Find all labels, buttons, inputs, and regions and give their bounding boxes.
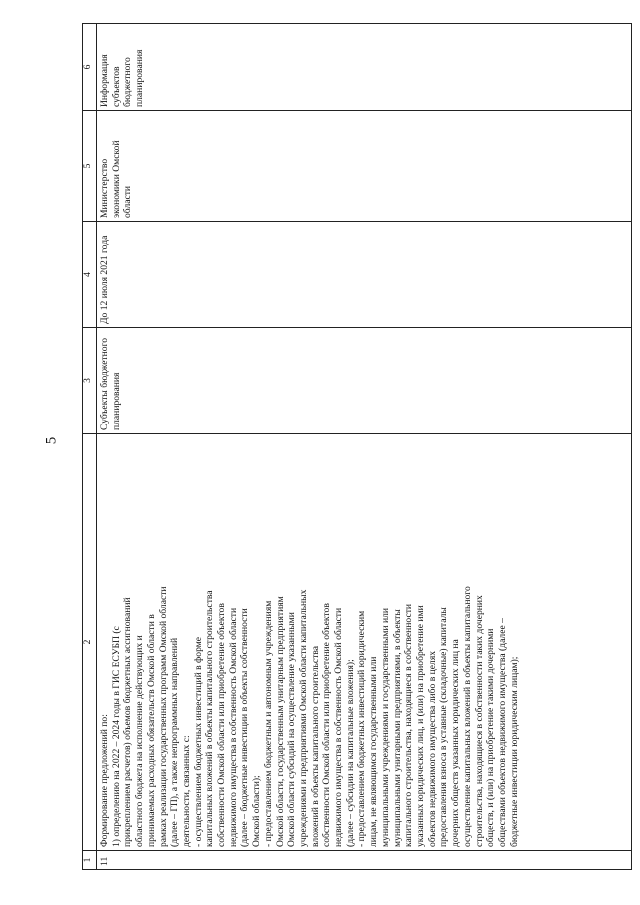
task-line: муниципальными учреждениями и государственными или	[379, 607, 391, 847]
task-line: указанных юридических лиц, и (или) на приобретение ими	[414, 605, 426, 847]
header-col-2: 2	[83, 434, 97, 851]
task-line: объектов недвижимого имущества либо в целях	[426, 650, 438, 847]
task-line: собственности Омской области или приобретение объектов	[321, 603, 333, 847]
task-line: деятельности, связанных с:	[180, 735, 192, 847]
task-line: Омской области);	[251, 775, 263, 847]
table-row	[97, 24, 632, 870]
task-line: недвижимого имущества в собственность Омской области	[227, 607, 239, 847]
task-line: принимаемых расходных обязательств Омской области в	[145, 614, 157, 847]
task-line: бюджетные инвестиции юридическим лицам);	[508, 656, 520, 847]
task-line: областного бюджета на исполнение действующих и	[134, 635, 146, 847]
task-line: обществами объектов недвижимого имущества (далее –	[496, 618, 508, 847]
task-line: (далее – ГП), а также непрограммных направлений	[169, 637, 181, 847]
task-line: собственности Омской области или приобретение объектов	[216, 603, 228, 847]
task-line: предоставления взноса в уставные (складочные) капиталы	[438, 607, 450, 847]
header-col-6: 6	[83, 24, 97, 111]
header-col-4: 4	[83, 222, 97, 328]
executor-cell: Субъекты бюджетного планирования	[97, 328, 632, 434]
deadline-cell: До 12 июля 2021 года	[97, 222, 632, 328]
task-line: вложений в объекты капитального строительства	[309, 645, 321, 847]
task-line: муниципальными унитарными предприятиями, в объекты	[391, 609, 403, 847]
task-table	[82, 23, 632, 870]
task-line: Омской области, государственным унитарным предприятиям	[274, 596, 286, 847]
task-line: учреждениями и предприятиями Омской области капитальных	[297, 589, 309, 847]
form-cell: Информация субъектов бюджетного планирования	[97, 24, 632, 111]
task-line: 1) определению на 2022 – 2024 годы в ГИС ЕСУБП (с	[110, 626, 122, 847]
task-line: капитальных вложений в объекты капитального строительства	[204, 590, 216, 847]
header-col-1: 1	[83, 851, 97, 870]
task-line: осуществление капитальных вложений в объекты капитального	[461, 586, 473, 847]
task-line: дочерних обществ указанных юридических лиц на	[450, 639, 462, 847]
task-line: капитального строительства, находящиеся в собственности	[403, 603, 415, 847]
header-col-3: 3	[83, 328, 97, 434]
task-line: - предоставлением бюджетным и автономным учреждениям	[262, 600, 274, 847]
recipient-cell: Министерство экономики Омской области	[97, 111, 632, 222]
task-line: лицам, не являющимся государственными или	[368, 656, 380, 847]
task-line: Омской области субсидий на осуществление указанными	[286, 612, 298, 847]
header-col-5: 5	[83, 111, 97, 222]
task-line: обществ, и (или) на приобретение такими дочерними	[485, 628, 497, 847]
task-line: - осуществлением бюджетных инвестиций в форме	[192, 636, 204, 847]
header-row	[83, 24, 97, 870]
task-line: рамках реализации государственных программ Омской области	[157, 586, 169, 847]
task-line: (далее – субсидии на капитальные вложения);	[344, 659, 356, 847]
task-description	[97, 434, 632, 851]
task-line: прикреплением расчетов) объемов бюджетных ассигнований	[122, 597, 134, 847]
task-line: строительства, находящиеся в собственности таких дочерних	[473, 595, 485, 847]
task-line: Формирование предложений по:	[99, 714, 110, 847]
page-number: 5	[43, 436, 60, 445]
task-line: недвижимого имущества в собственность Омской области	[333, 607, 345, 847]
task-line: - предоставлением бюджетных инвестиций юридическим	[356, 610, 368, 847]
row-number: 11	[97, 851, 632, 870]
task-line: (далее – бюджетные инвестиции в объекты собственности	[239, 608, 251, 847]
rotated-table-container	[82, 30, 632, 870]
